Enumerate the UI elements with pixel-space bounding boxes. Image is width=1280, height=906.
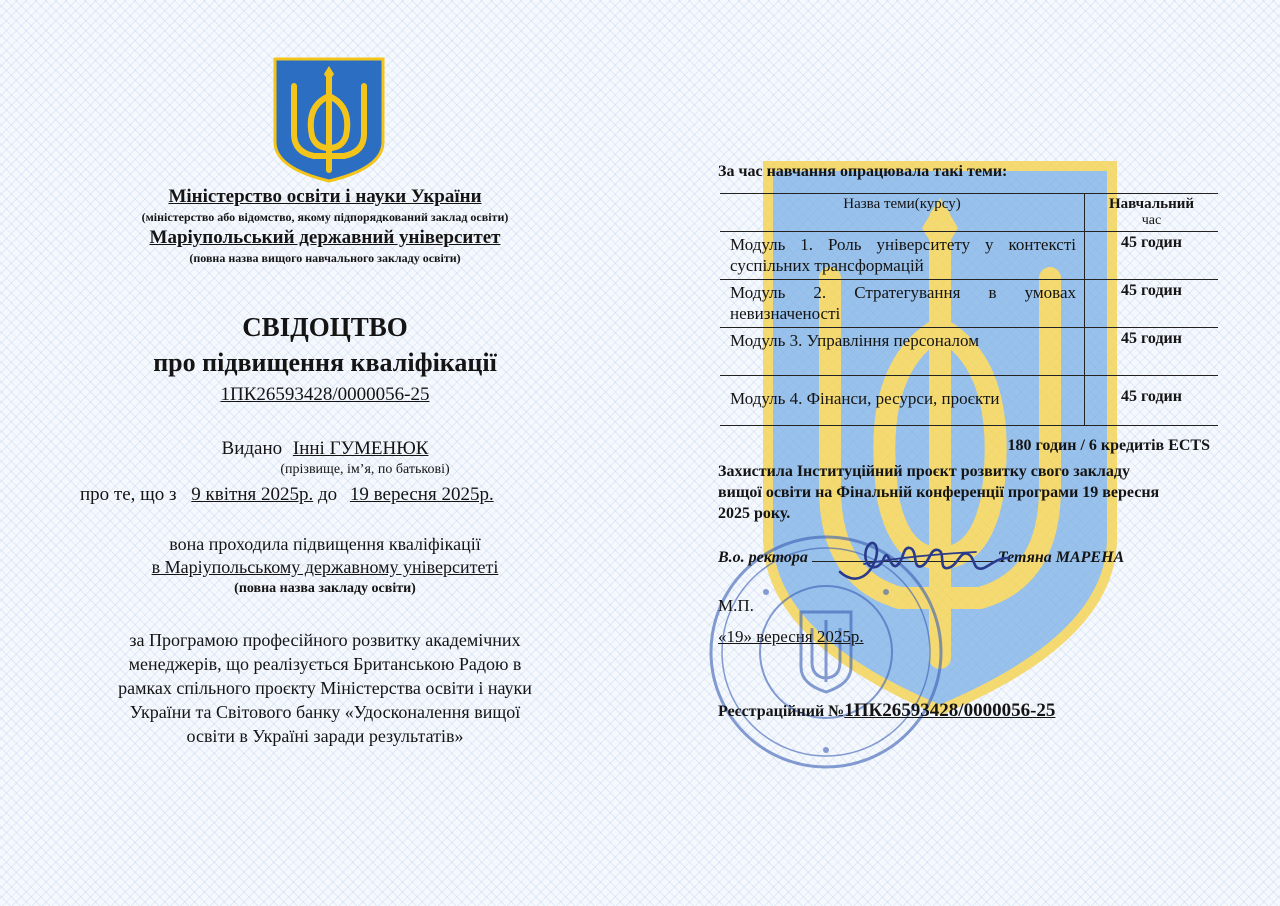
issued-label: Видано [221, 438, 283, 459]
program-description [40, 628, 610, 748]
topic-name-cell: Модуль 1. Роль університету у контексті суспільних трансформацій [720, 232, 1085, 280]
topic-name-header: Назва теми(курсу) [720, 194, 1085, 232]
place-hint: (повна назва закладу освіти) [234, 581, 416, 596]
topic-name-cell: Модуль 2. Стратегування в умовах невизначеності [720, 280, 1085, 328]
seal-mark: М.П. [718, 596, 754, 615]
topic-hours-cell: 45 годин [1085, 328, 1219, 376]
program-line: за Програмою професійного розвитку академічних [129, 630, 521, 650]
topic-hours-cell: 45 годин [1085, 376, 1219, 426]
date-from: 9 квітня 2025р. [191, 484, 314, 505]
issue-date: «19» вересня 2025р. [718, 627, 864, 646]
hours-header [1085, 194, 1219, 232]
period-label: про те, що з [80, 484, 177, 505]
period-line [80, 484, 494, 506]
topic-hours-cell: 45 годин [1085, 232, 1219, 280]
date-to: 19 вересня 2025р. [349, 484, 494, 505]
program-line: України та Світового банку «Удосконалення вищої [129, 702, 521, 722]
defense-line: вищої освіти на Фінальній конференції програми 19 вересня [718, 484, 1160, 501]
university-hint: (повна назва вищого навчального закладу освіти) [189, 251, 461, 265]
defense-line: Захистила Інституційний проєкт розвитку свого закладу [718, 463, 1130, 480]
training-place: в Маріупольському державному університеті [151, 557, 499, 577]
topic-hours-cell: 45 годин [1085, 280, 1219, 328]
to-label: до [318, 484, 338, 505]
registration-number: 1ПК26593428/0000056-25 [844, 700, 1056, 721]
registration-label: Реєстраційний № [718, 703, 845, 720]
hours-header-line2: час [1141, 213, 1162, 228]
program-line: менеджерів, що реалізується Британською Радою в [128, 654, 522, 674]
rector-name: Тетяна МАРЕНА [997, 549, 1125, 566]
certificate-number: 1ПК26593428/0000056-25 [220, 384, 430, 405]
coat-of-arms-icon [272, 56, 386, 184]
recipient-name: Інні ГУМЕНЮК [292, 438, 429, 459]
registration-line [718, 700, 1055, 722]
total-hours: 180 годин / 6 кредитів ECTS [1007, 437, 1210, 454]
ministry-name: Міністерство освіти і науки України [168, 186, 482, 207]
name-hint: (прізвище, ім’я, по батькові) [280, 462, 450, 477]
topic-name-cell: Модуль 4. Фінанси, ресурси, проєкти [720, 376, 1085, 426]
defense-text [718, 461, 1159, 524]
topics-intro: За час навчання опрацювала такі теми: [718, 163, 1008, 180]
certificate-title: СВІДОЦТВО [242, 312, 408, 342]
rector-label: В.о. ректора [718, 549, 808, 566]
topics-table [720, 193, 1218, 426]
university-name: Маріупольський державний університет [149, 227, 501, 248]
training-line: вона проходила підвищення кваліфікації [169, 534, 481, 554]
defense-line: 2025 року. [718, 505, 791, 522]
issued-line [40, 438, 610, 460]
ministry-hint: (міністерство або відомство, якому підпорядкований заклад освіти) [141, 210, 509, 224]
hours-header-line1: Навчальний [1108, 196, 1195, 212]
topic-name-cell: Модуль 3. Управління персоналом [720, 328, 1085, 376]
program-line: освіти в Україні заради результатів» [186, 726, 464, 746]
signature-icon [826, 528, 1016, 588]
certificate-subtitle: про підвищення кваліфікації [153, 348, 497, 377]
program-line: рамках спільного проєкту Міністерства освіти і науки [118, 678, 532, 698]
